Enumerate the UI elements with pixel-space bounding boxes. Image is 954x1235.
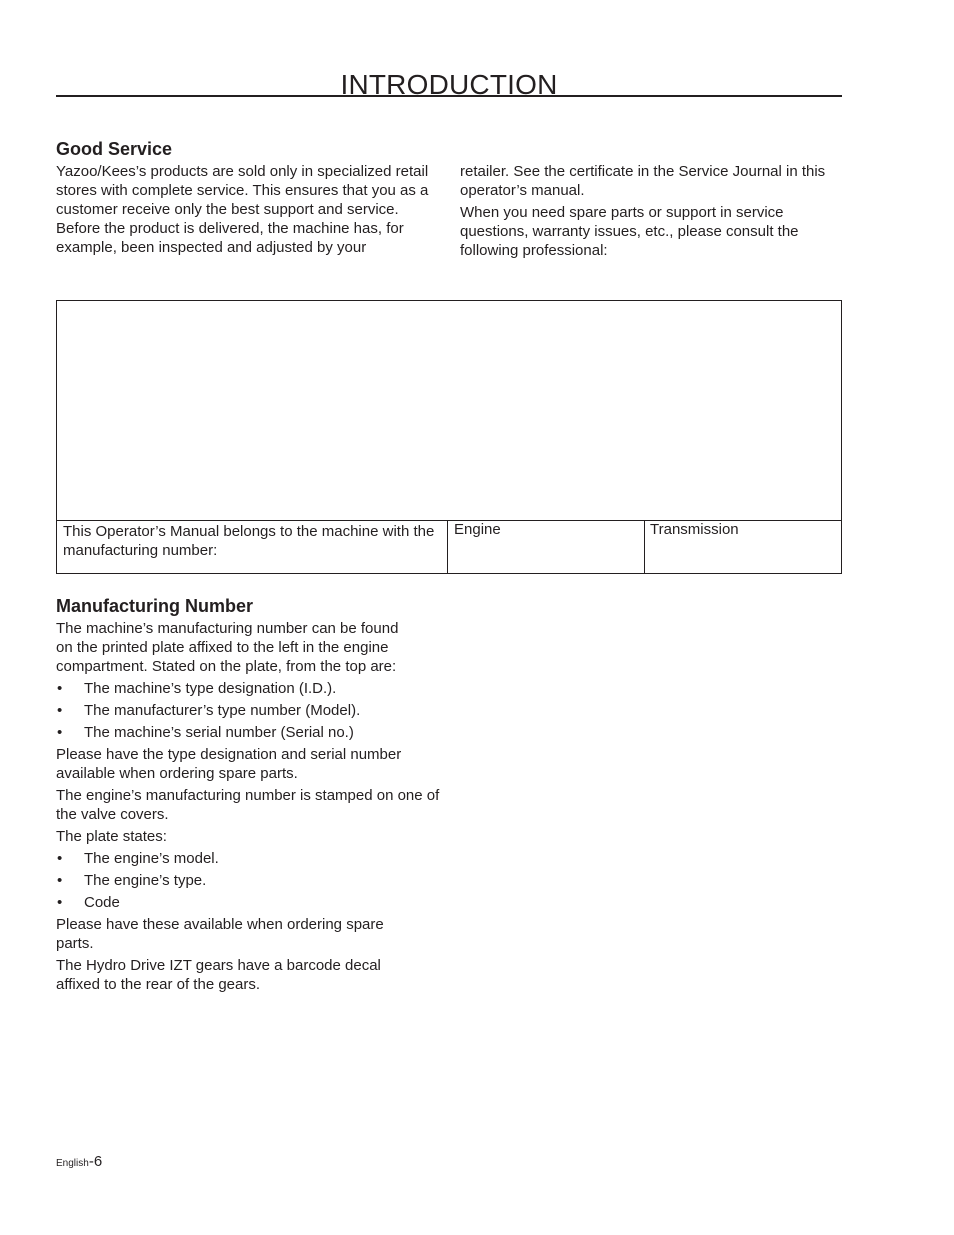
ordering-note: Please have the type designation and serial number available when ordering spare parts. <box>56 746 402 782</box>
title-rule <box>56 95 842 97</box>
list-item: • Code <box>56 893 446 912</box>
list-item: • The engine’s model. <box>56 849 446 868</box>
footer-language: English <box>56 1158 89 1169</box>
machine-number-label: This Operator’s Manual belongs to the machine with the manufacturing number: <box>63 523 435 559</box>
page-number: 6 <box>93 1153 103 1170</box>
good-service-retailer-text: retailer. See the certificate in the Service Journal in this operator’s manual. <box>460 163 826 199</box>
good-service-right-column <box>460 162 844 263</box>
plate-items-list <box>56 679 446 742</box>
manufacturing-number-row <box>57 520 841 574</box>
transmission-cell <box>645 520 841 573</box>
engine-number-note: The engine’s manufacturing number is stamped on one of the valve covers. <box>56 787 440 823</box>
page-footer <box>56 1153 102 1173</box>
engine-cell <box>448 520 645 573</box>
manufacturing-number-section <box>56 595 446 997</box>
dealer-stamp-box <box>56 300 842 574</box>
good-service-left-column <box>56 138 440 260</box>
page-title: INTRODUCTION <box>340 68 558 100</box>
list-item: • The machine’s type designation (I.D.). <box>56 679 446 698</box>
ordering-note-2: Please have these available when ordering spare parts. <box>56 916 384 952</box>
good-service-heading: Good Service <box>56 139 173 159</box>
engine-label: Engine <box>454 521 501 538</box>
good-service-consult-text: When you need spare parts or support in service questions, warranty issues, etc., please consult the following professional: <box>460 204 799 259</box>
hydro-drive-note: The Hydro Drive IZT gears have a barcode decal affixed to the rear of the gears. <box>56 957 381 993</box>
machine-number-cell <box>57 521 448 574</box>
engine-items-list <box>56 849 446 912</box>
manufacturing-intro: The machine’s manufacturing number can be found on the printed plate affixed to the left in the engine compartment. Stated on the plate, from the top are: <box>56 620 399 675</box>
list-item: • The manufacturer’s type number (Model). <box>56 701 446 720</box>
manufacturing-number-heading: Manufacturing Number <box>56 596 254 616</box>
good-service-paragraph: Yazoo/Kees’s products are sold only in specialized retail stores with complete service. This ensures that you as a customer receive only the best support and service. Before the product is delivered, the machine has, for example, been inspected and adjusted by your <box>56 163 429 256</box>
transmission-label: Transmission <box>650 521 739 538</box>
list-item: • The machine’s serial number (Serial no.) <box>56 723 446 742</box>
plate-states-text: The plate states: <box>56 828 167 845</box>
footer-separator: - <box>88 1153 94 1170</box>
list-item: • The engine’s type. <box>56 871 446 890</box>
